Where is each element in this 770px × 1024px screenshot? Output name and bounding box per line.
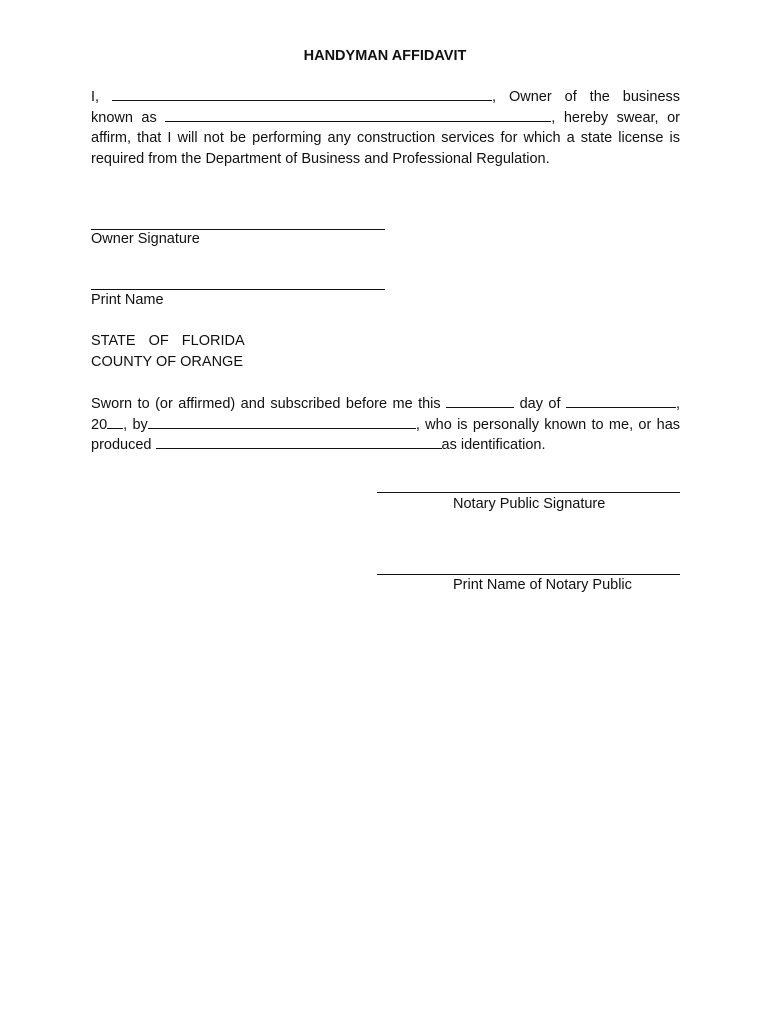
print-name-line[interactable] — [91, 289, 385, 290]
sworn-text-1: Sworn to (or affirmed) and subscribed before me this — [91, 396, 441, 412]
identification-blank[interactable] — [156, 435, 442, 449]
notary-signature-line[interactable] — [377, 492, 680, 493]
sworn-text-5: , by — [123, 416, 148, 433]
sworn-text-2: day of — [519, 396, 561, 412]
intro-text-1: I, — [91, 89, 100, 105]
business-name-blank[interactable] — [165, 108, 551, 122]
notary-print-name-label: Print Name of Notary Public — [453, 577, 632, 593]
sworn-text-6: , who is personally known to me, or has produced — [91, 416, 681, 453]
year-blank[interactable] — [107, 415, 123, 429]
intro-text-2: , Owner of the business known as — [91, 89, 681, 126]
notary-signature-label: Notary Public Signature — [453, 496, 606, 512]
sworn-text-7: as identification. — [441, 437, 546, 453]
notary-print-name-line[interactable] — [377, 574, 680, 575]
owner-name-blank[interactable] — [112, 87, 492, 101]
month-blank[interactable] — [566, 394, 676, 408]
document-title: HANDYMAN AFFIDAVIT — [303, 48, 467, 64]
sworn-paragraph — [91, 394, 680, 456]
owner-signature-label: Owner Signature — [91, 231, 200, 247]
day-blank[interactable] — [446, 394, 514, 408]
intro-paragraph — [91, 87, 680, 169]
sworn-text-3: , — [676, 396, 681, 412]
sworn-text-4: 20 — [91, 416, 108, 433]
county-heading: COUNTY OF ORANGE — [91, 354, 243, 370]
intro-text-3: , hereby swear, or affirm, that I will not be performing any construction services for which a state license is required from the Department of Business and Professional Regulation. — [91, 109, 681, 167]
print-name-label: Print Name — [91, 292, 164, 308]
owner-signature-line[interactable] — [91, 229, 385, 230]
state-heading: STATE OF FLORIDA — [91, 333, 245, 349]
sworn-by-blank[interactable] — [148, 415, 416, 429]
